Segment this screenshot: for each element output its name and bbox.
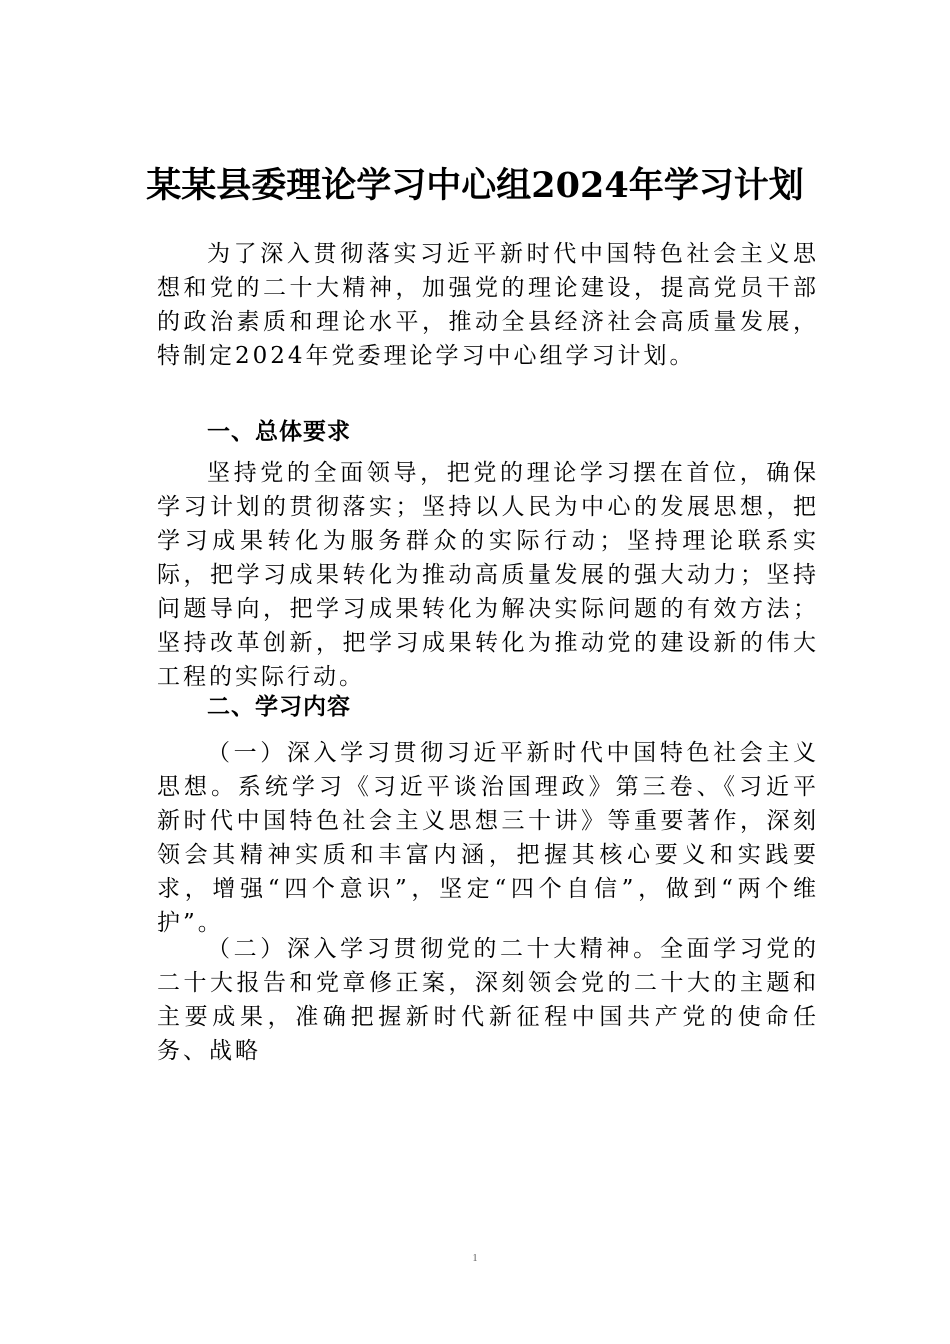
general-requirements-paragraph: 坚持党的全面领导，把党的理论学习摆在首位，确保学习计划的贯彻落实；坚持以人民为中心的发展思想，把学习成果转化为服务群众的实际行动；坚持理论联系实际，把学习成果转化为推动高质量发展的强大动力；坚持问题导向，把学习成果转化为解决实际问题的有效方法；坚持改革创新，把学习成果转化为推动党的建设新的伟大工程的实际行动。: [157, 460, 819, 690]
page-number: 1: [472, 1253, 478, 1264]
section-heading-general-requirements: 一、总体要求: [207, 419, 351, 445]
study-content-item-2: （二）深入学习贯彻党的二十大精神。全面学习党的二十大报告和党章修正案，深刻领会党的二十大的主题和主要成果，准确把握新时代新征程中国共产党的使命任务、战略: [157, 936, 819, 1064]
study-content-item-1: （一）深入学习贯彻习近平新时代中国特色社会主义思想。系统学习《习近平谈治国理政》第三卷、《习近平新时代中国特色社会主义思想三十讲》等重要著作，深刻领会其精神实质和丰富内涵，把握其核心要义和实践要求，增强“四个意识”，坚定“四个自信”，做到“两个维护”。: [157, 740, 819, 936]
section-heading-study-content: 二、学习内容: [207, 694, 351, 720]
intro-paragraph: 为了深入贯彻落实习近平新时代中国特色社会主义思想和党的二十大精神，加强党的理论建设，提高党员干部的政治素质和理论水平，推动全县经济社会高质量发展，特制定2024年党委理论学习中心组学习计划。: [157, 241, 819, 369]
document-title: 某某县委理论学习中心组2024年学习计划: [146, 165, 804, 206]
